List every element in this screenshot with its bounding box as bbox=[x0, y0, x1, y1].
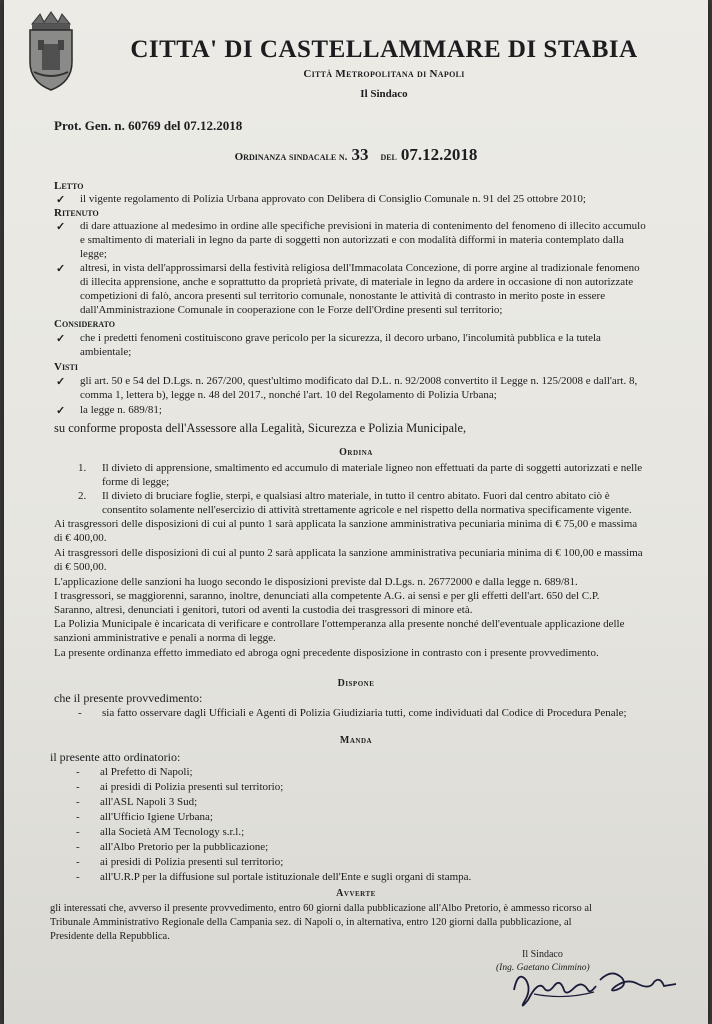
considerato-item-line: ambientale; bbox=[80, 346, 132, 358]
ordinance-date-label: del bbox=[380, 151, 397, 163]
check-icon: ✓ bbox=[56, 194, 66, 206]
office-label: Il Sindaco bbox=[360, 88, 408, 100]
manda-item: alla Società AM Tecnology s.r.l.; bbox=[100, 826, 245, 838]
manda-item: all'U.R.P per la diffusione sul portale istituzionale dell'Ente e sugli organi di stampa. bbox=[100, 871, 472, 883]
signature-name: (Ing. Gaetano Cimmino) bbox=[496, 963, 590, 973]
ordina-item-1-line: Il divieto di apprensione, smaltimento ed accumulo di materiale ligneo non effettuati da parte di soggetti autorizzati e nelle bbox=[102, 462, 643, 474]
document-page bbox=[4, 0, 708, 1024]
section-heading-visti: Visti bbox=[54, 361, 78, 373]
avverte-line: gli interessati che, avverso il presente provvedimento, entro 60 giorni dalla pubblicazione all'Albo Pretorio, è ammesso ricorso al bbox=[50, 903, 592, 914]
ordina-item-number: 2. bbox=[78, 490, 87, 502]
dash-bullet: - bbox=[76, 826, 80, 838]
sanction-paragraph-line: Ai trasgressori delle disposizioni di cui al punto 1 sarà applicata la sanzione amministrativa pecuniaria minima di € 75,00 e massima bbox=[54, 518, 638, 530]
dash-bullet: - bbox=[76, 856, 80, 868]
sanction-paragraph-line: La presente ordinanza effetto immediato ed abroga ogni precedente disposizione in contrasto con i presente provvedimento. bbox=[54, 647, 599, 659]
ritenuto-item-1-line: e smaltimento di materiali in legno da parte di soggetti non autorizzati e con modalità difformi in materia contemplato dalla bbox=[80, 234, 624, 246]
sanction-paragraph-line: di € 400,00. bbox=[54, 532, 107, 544]
signature-title: Il Sindaco bbox=[522, 949, 563, 960]
city-title: CITTA' DI CASTELLAMMARE DI STABIA bbox=[130, 36, 638, 63]
avverte-line: Tribunale Amministrativo Regionale della Campania sez. di Napoli o, in alternativa, entro 120 giorni dalla pubblicazione, al bbox=[50, 917, 572, 928]
sanction-paragraph-line: Ai trasgressori delle disposizioni di cui al punto 2 sarà applicata la sanzione amministrativa pecuniaria minima di € 100,00 e massima bbox=[54, 547, 643, 559]
ordina-item-2-line: Il divieto di bruciare foglie, sterpi, e qualsiasi altro materiale, in tutto il centro abitato. Fuori dal centro abitato ciò è bbox=[102, 490, 610, 502]
section-heading-dispone: Dispone bbox=[337, 678, 375, 689]
protocol-number: Prot. Gen. n. 60769 del 07.12.2018 bbox=[54, 118, 243, 133]
sanction-paragraph-line: I trasgressori, se maggiorenni, saranno, inoltre, denunciati alla competente A.G. ai sensi e per gli effetti dell'art. 650 del C.P. bbox=[54, 590, 600, 602]
dash-bullet: - bbox=[76, 796, 80, 808]
ritenuto-item-2-line: competizioni di falò, ancora presenti sul territorio comunale, nonostante le attività di contrasto in merito poste in essere bbox=[80, 290, 606, 302]
ordina-item-1-line: forme di legge; bbox=[102, 476, 170, 488]
section-heading-letto: Letto bbox=[54, 180, 84, 192]
visti-item-1-line: comma 1, lettera b), legge n. 48 del 2017., nonché l'art. 10 del Regolamento di Polizia Urbana; bbox=[80, 389, 497, 401]
city-subtitle: Città Metropolitana di Napoli bbox=[303, 68, 465, 80]
check-icon: ✓ bbox=[56, 376, 66, 388]
section-heading-manda: Manda bbox=[339, 735, 373, 746]
considerato-item-line: che i predetti fenomeni costituiscono grave pericolo per la sicurezza, il decoro urbano, l'incolumità pubblica e la tutela bbox=[80, 332, 601, 344]
manda-item: all'Ufficio Igiene Urbana; bbox=[100, 811, 213, 823]
section-heading-avverte: Avverte bbox=[336, 888, 376, 899]
avverte-line: Presidente della Repubblica. bbox=[50, 931, 170, 942]
ritenuto-item-2-line: altresì, in vista dell'approssimarsi della festività religiosa dell'Immacolata Concezione, di porre argine al tradizionale fenomeno bbox=[80, 262, 640, 274]
ordina-item-2-line: consentito solamente nell'esercizio di attività strettamente agricole e nel rispetto della normativa specificamente vigente. bbox=[102, 504, 632, 516]
sanction-paragraph-line: di € 500,00. bbox=[54, 561, 107, 573]
manda-item: ai presidi di Polizia presenti sul territorio; bbox=[100, 856, 284, 868]
check-icon: ✓ bbox=[56, 263, 66, 275]
section-heading-ordina: Ordina bbox=[339, 447, 373, 458]
ritenuto-item-2-line: dall'Amministrazione Comunale in cooperazione con le Forze dell'Ordine presenti sul territorio; bbox=[80, 304, 503, 316]
ritenuto-item-2-line: di illecita apprensione, anche e soprattutto da proprietà private, di materiale in legno da ardere in occasione di non autorizzate bbox=[80, 276, 634, 288]
check-icon: ✓ bbox=[56, 221, 66, 233]
dispone-intro: che il presente provvedimento: bbox=[54, 691, 203, 705]
city-crest-emblem bbox=[26, 10, 76, 92]
manda-item: ai presidi di Polizia presenti sul territorio; bbox=[100, 781, 284, 793]
visti-item-2: la legge n. 689/81; bbox=[80, 404, 162, 416]
letto-item: il vigente regolamento di Polizia Urbana approvato con Delibera di Consiglio Comunale n. 91 del 25 ottobre 2010; bbox=[80, 193, 586, 205]
visti-item-1-line: gli art. 50 e 54 del D.Lgs. n. 267/200, quest'ultimo modificato dal D.L. n. 92/2008 convertito il Legge n. 125/2008 e dall'art. 8, bbox=[80, 375, 638, 387]
ritenuto-item-1-line: di dare attuazione al medesimo in ordine alle specifiche previsioni in materia di contenimento del fenomeno di illecito accumulo bbox=[80, 220, 646, 232]
dispone-item: sia fatto osservare dagli Ufficiali e Agenti di Polizia Giudiziaria tutti, come individuati dal Codice di Procedura Penale; bbox=[102, 707, 627, 719]
sanction-paragraph-line: sanzioni amministrative e penali a norma di legge. bbox=[54, 632, 276, 644]
section-heading-ritenuto: Ritenuto bbox=[54, 207, 99, 219]
sanction-paragraph-line: Saranno, altresì, denunciati i genitori, tutori od aventi la custodia dei trasgressori di minore età. bbox=[54, 604, 473, 616]
section-heading-considerato: Considerato bbox=[54, 318, 115, 330]
ordinance-heading bbox=[4, 145, 708, 165]
dash-bullet: - bbox=[76, 811, 80, 823]
manda-item: all'Albo Pretorio per la pubblicazione; bbox=[100, 841, 269, 853]
ordinance-date: 07.12.2018 bbox=[400, 145, 478, 164]
proposal-line: su conforme proposta dell'Assessore alla Legalità, Sicurezza e Polizia Municipale, bbox=[54, 421, 467, 435]
handwritten-signature bbox=[504, 950, 704, 1020]
ritenuto-item-1-line: legge; bbox=[80, 248, 107, 260]
dash-bullet: - bbox=[76, 766, 80, 778]
check-icon: ✓ bbox=[56, 333, 66, 345]
sanction-paragraph-line: L'applicazione delle sanzioni ha luogo secondo le disposizioni previste dal D.Lgs. n. 26772000 e dalla legge n. 689/81. bbox=[54, 576, 578, 588]
manda-item: al Prefetto di Napoli; bbox=[100, 766, 193, 778]
dash-bullet: - bbox=[76, 841, 80, 853]
ordina-item-number: 1. bbox=[78, 462, 87, 474]
manda-item: all'ASL Napoli 3 Sud; bbox=[100, 796, 198, 808]
dash-bullet: - bbox=[78, 707, 82, 719]
check-icon: ✓ bbox=[56, 405, 66, 417]
manda-intro: il presente atto ordinatorio: bbox=[50, 750, 181, 764]
dash-bullet: - bbox=[76, 871, 80, 883]
sanction-paragraph-line: La Polizia Municipale è incaricata di verificare e controllare l'ottemperanza alla presente nonché dell'eventuale applicazione delle bbox=[54, 618, 625, 630]
ordinance-label: Ordinanza sindacale n. bbox=[234, 151, 348, 163]
ordinance-number: 33 bbox=[351, 145, 369, 164]
dash-bullet: - bbox=[76, 781, 80, 793]
